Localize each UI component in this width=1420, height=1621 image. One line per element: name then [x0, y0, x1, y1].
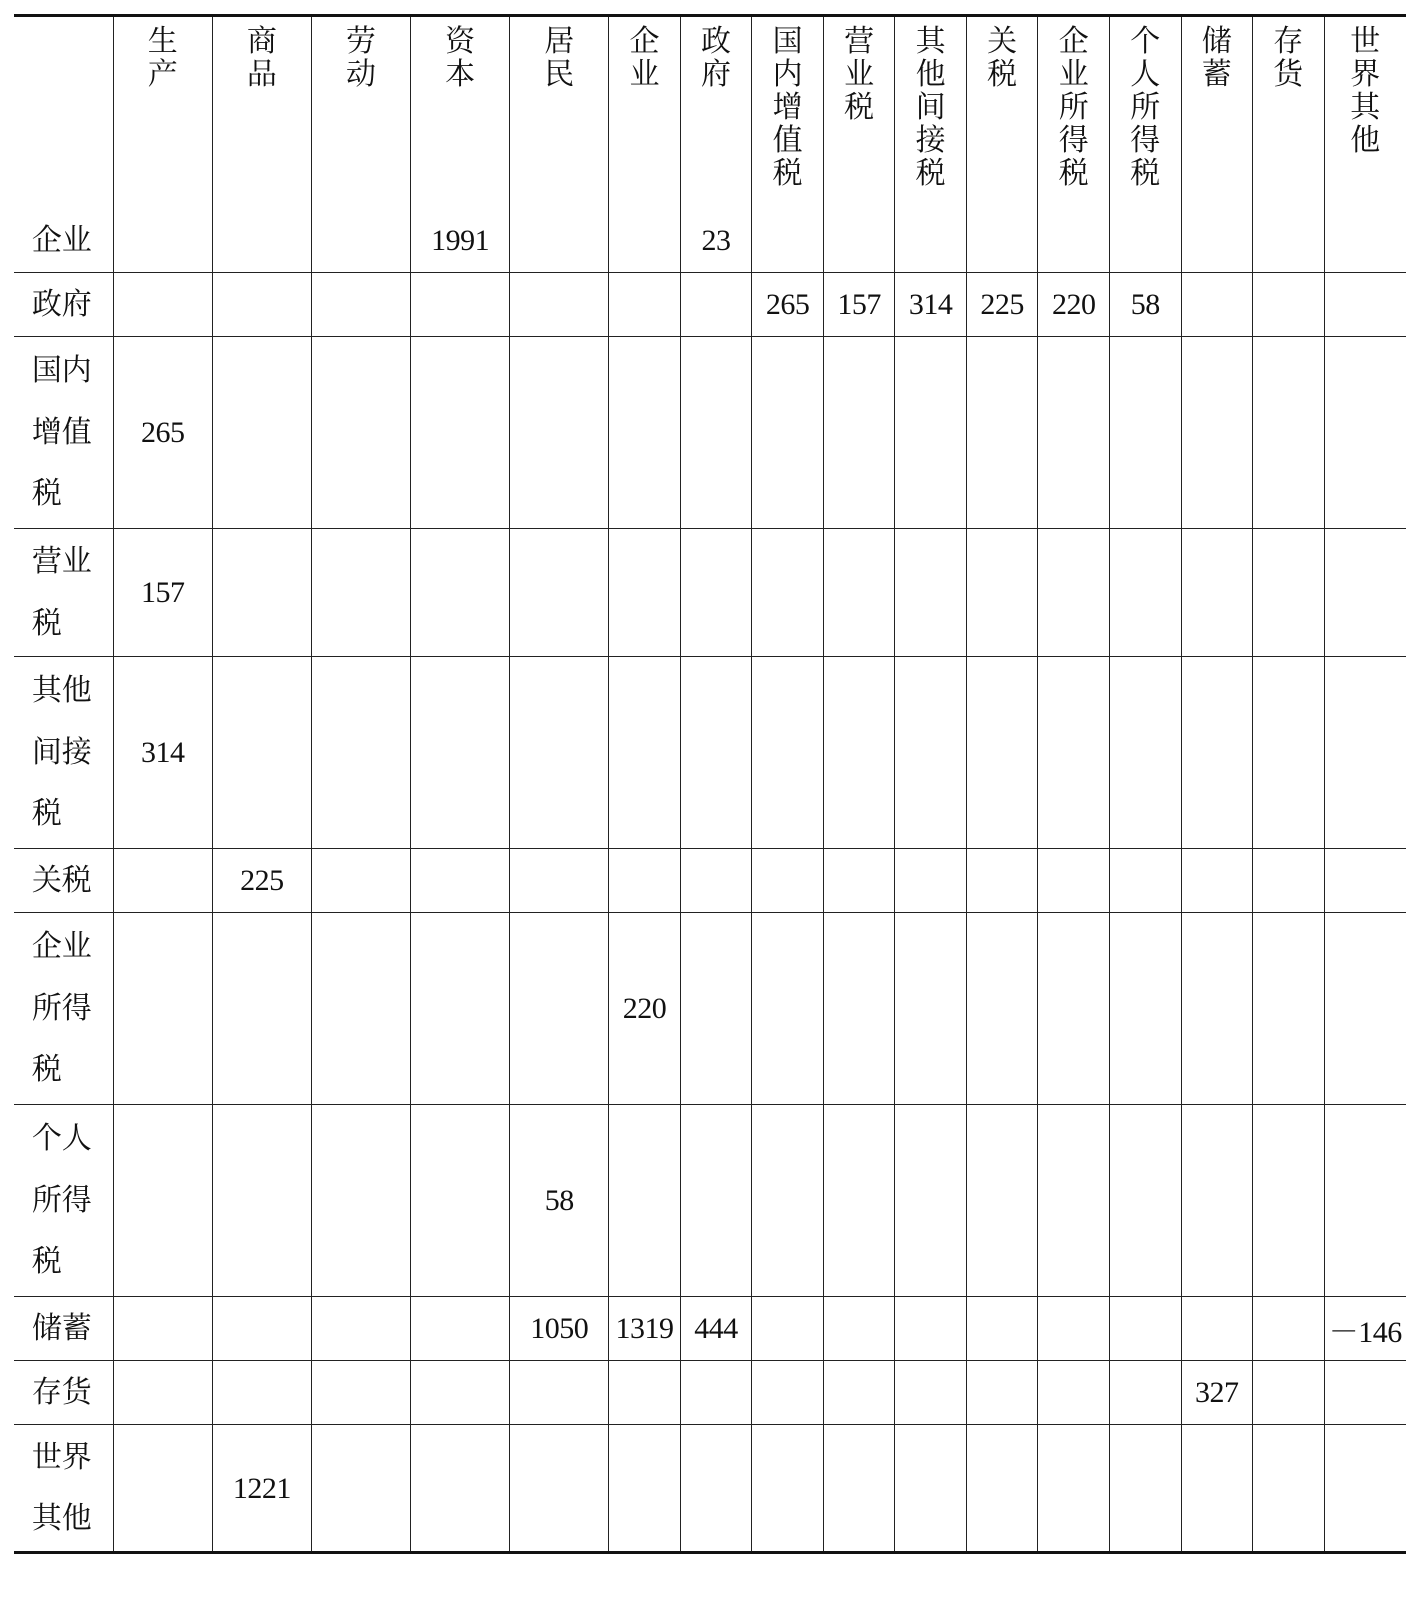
table-cell [609, 849, 681, 913]
table-cell [823, 273, 895, 337]
table-cell [823, 1105, 895, 1297]
table-cell [113, 657, 212, 849]
table-cell [1181, 529, 1253, 657]
table-row [14, 849, 1406, 913]
table-cell [411, 273, 510, 337]
table-cell [1324, 1361, 1406, 1425]
table-cell [895, 1425, 967, 1553]
table-cell [212, 529, 311, 657]
column-header-label: 世界其他 [1350, 24, 1381, 158]
cell-value: 220 [1051, 288, 1096, 321]
table-cell [752, 529, 824, 657]
table-cell [752, 849, 824, 913]
table-cell [1181, 1105, 1253, 1297]
table-cell [966, 1425, 1038, 1553]
table-cell [1109, 657, 1181, 849]
cell-value: 157 [140, 576, 185, 609]
table-cell [1038, 1105, 1110, 1297]
table-cell [212, 1105, 311, 1297]
column-header [966, 16, 1038, 209]
table-cell [510, 529, 609, 657]
table-row [14, 1297, 1406, 1361]
table-cell [752, 1361, 824, 1425]
table-cell [895, 1297, 967, 1361]
row-header [14, 657, 113, 849]
cell-value: 225 [980, 288, 1024, 321]
table-cell [113, 849, 212, 913]
column-header [1109, 16, 1181, 209]
cell-value: 327 [1195, 1376, 1239, 1409]
cell-value: 265 [765, 288, 810, 321]
table-cell [1324, 1425, 1406, 1553]
row-header [14, 1297, 113, 1361]
column-header-label: 企业 [629, 24, 660, 92]
table-cell [1181, 209, 1253, 273]
row-header-label: 关税 [31, 862, 92, 898]
table-cell [966, 529, 1038, 657]
column-header [752, 16, 824, 209]
table-cell [1253, 209, 1325, 273]
table-cell [966, 209, 1038, 273]
row-header [14, 1425, 113, 1553]
table-cell [609, 1361, 681, 1425]
table-cell [680, 1361, 752, 1425]
table-cell [609, 273, 681, 337]
row-header-label: 存货 [31, 1374, 92, 1410]
table-cell [895, 529, 967, 657]
table-cell [1253, 657, 1325, 849]
row-header [14, 209, 113, 273]
table-cell [113, 1425, 212, 1553]
table-cell [411, 913, 510, 1105]
table-cell [212, 337, 311, 529]
table-row [14, 273, 1406, 337]
table-cell [609, 529, 681, 657]
row-header [14, 1105, 113, 1297]
table-row [14, 529, 1406, 657]
table-cell [113, 529, 212, 657]
column-header-label: 储蓄 [1201, 24, 1232, 92]
column-header [1324, 16, 1406, 209]
table-cell [311, 529, 410, 657]
column-header [510, 16, 609, 209]
table-cell [1253, 1361, 1325, 1425]
row-header-label: 世界其他 [31, 1439, 92, 1536]
table-cell [823, 849, 895, 913]
row-header-label: 企业所得税 [31, 929, 92, 1088]
table-cell [212, 1297, 311, 1361]
cell-value: 1050 [530, 1312, 589, 1345]
column-header-label: 政府 [701, 24, 732, 92]
header-row [14, 16, 1406, 209]
column-header [609, 16, 681, 209]
table-cell [1324, 337, 1406, 529]
table-cell [680, 849, 752, 913]
table-cell [311, 1297, 410, 1361]
column-header [1038, 16, 1110, 209]
table-cell [895, 1361, 967, 1425]
table-cell [1038, 337, 1110, 529]
table-cell [212, 1361, 311, 1425]
table-cell [113, 1105, 212, 1297]
table-cell [752, 1297, 824, 1361]
table-cell [609, 209, 681, 273]
table-cell [411, 657, 510, 849]
table-cell [510, 273, 609, 337]
table-cell [966, 1105, 1038, 1297]
table-cell [966, 1361, 1038, 1425]
table-cell [752, 1425, 824, 1553]
table-cell [113, 1361, 212, 1425]
column-header-label: 居民 [544, 24, 575, 92]
table-cell [1324, 849, 1406, 913]
table-cell [1038, 209, 1110, 273]
table-cell [1109, 1105, 1181, 1297]
table-cell [895, 913, 967, 1105]
table-cell [1038, 849, 1110, 913]
column-header-label: 其他间接税 [915, 24, 946, 191]
column-header-label: 企业所得税 [1058, 24, 1089, 191]
cell-value: 314 [140, 736, 185, 769]
table-cell [895, 337, 967, 529]
table-cell [823, 913, 895, 1105]
table-cell [1109, 913, 1181, 1105]
table-cell [966, 913, 1038, 1105]
table-body [14, 209, 1406, 1553]
table-cell [411, 209, 510, 273]
table-cell [680, 529, 752, 657]
table-cell [1181, 849, 1253, 913]
table-cell [212, 657, 311, 849]
table-cell [1038, 913, 1110, 1105]
column-header [1253, 16, 1325, 209]
table-cell [411, 849, 510, 913]
cell-value: 1319 [615, 1312, 674, 1345]
table-cell [311, 849, 410, 913]
table-cell [823, 1425, 895, 1553]
row-header-label: 国内增值税 [31, 353, 92, 512]
table-cell [113, 273, 212, 337]
table-cell [752, 273, 824, 337]
cell-value: 157 [837, 288, 881, 321]
table-cell [411, 1425, 510, 1553]
table-cell [113, 913, 212, 1105]
table-cell [609, 1297, 681, 1361]
table-cell [1181, 913, 1253, 1105]
row-header [14, 1361, 113, 1425]
cell-value: 1991 [431, 223, 490, 257]
row-header [14, 337, 113, 529]
table-cell [680, 337, 752, 529]
row-header [14, 273, 113, 337]
table-cell [1181, 1361, 1253, 1425]
table-cell [609, 657, 681, 849]
table-cell [680, 273, 752, 337]
table-cell [1109, 1425, 1181, 1553]
table-cell [680, 1425, 752, 1553]
table-cell [212, 209, 311, 273]
table-cell [311, 913, 410, 1105]
table-cell [311, 209, 410, 273]
table-cell [1324, 209, 1406, 273]
table-cell [966, 1297, 1038, 1361]
column-header-label: 商品 [246, 24, 277, 92]
table-cell [823, 657, 895, 849]
table-cell [113, 209, 212, 273]
table-cell [510, 1105, 609, 1297]
column-header-label: 国内增值税 [772, 24, 803, 191]
table-cell [411, 1105, 510, 1297]
table-cell [411, 1297, 510, 1361]
table-cell [510, 657, 609, 849]
table-cell [966, 657, 1038, 849]
table-cell [895, 1105, 967, 1297]
column-header-label: 营业税 [844, 24, 875, 125]
table-cell [311, 1361, 410, 1425]
table-cell [1253, 1425, 1325, 1553]
table-cell [1253, 273, 1325, 337]
table-cell [1324, 1297, 1406, 1361]
cell-value: 220 [622, 992, 667, 1025]
table-row [14, 1361, 1406, 1425]
table-cell [1324, 273, 1406, 337]
table-cell [1109, 849, 1181, 913]
table-cell [680, 913, 752, 1105]
table-row [14, 1105, 1406, 1297]
table-cell [609, 1105, 681, 1297]
table-row [14, 209, 1406, 273]
column-header-label: 劳动 [345, 24, 376, 92]
row-header-label: 个人所得税 [31, 1121, 92, 1280]
table-cell [1253, 337, 1325, 529]
table-cell [1181, 1425, 1253, 1553]
cell-value: 225 [240, 864, 284, 897]
row-header [14, 529, 113, 657]
row-header-label: 企业 [31, 222, 92, 258]
table-cell [1253, 529, 1325, 657]
table-cell [311, 273, 410, 337]
column-header-label: 资本 [445, 24, 476, 92]
cell-value: 444 [694, 1312, 738, 1345]
table-cell [1253, 1297, 1325, 1361]
table-row [14, 913, 1406, 1105]
table-cell [1109, 209, 1181, 273]
table-cell [113, 1297, 212, 1361]
table-row [14, 657, 1406, 849]
table-cell [510, 1361, 609, 1425]
column-header [113, 16, 212, 209]
table-cell [411, 529, 510, 657]
table-cell [1181, 273, 1253, 337]
table-cell [1181, 337, 1253, 529]
table-cell [752, 209, 824, 273]
sam-table-container [14, 14, 1406, 1554]
table-cell [1324, 657, 1406, 849]
table-cell [1038, 273, 1110, 337]
column-header-label: 个人所得税 [1130, 24, 1161, 191]
table-cell [510, 209, 609, 273]
table-cell [311, 337, 410, 529]
cell-value: 23 [701, 223, 731, 257]
table-cell [752, 1105, 824, 1297]
table-cell [895, 657, 967, 849]
column-header [1181, 16, 1253, 209]
table-cell [823, 1361, 895, 1425]
table-cell [113, 337, 212, 529]
table-cell [1038, 1297, 1110, 1361]
table-row [14, 337, 1406, 529]
table-cell [510, 1297, 609, 1361]
table-cell [1038, 657, 1110, 849]
table-cell [1038, 529, 1110, 657]
row-header-label: 储蓄 [31, 1310, 92, 1346]
table-cell [1109, 337, 1181, 529]
table-cell [510, 1425, 609, 1553]
cell-value: －146 [1328, 1315, 1402, 1349]
table-cell [1109, 1361, 1181, 1425]
table-cell [510, 337, 609, 529]
table-cell [1181, 657, 1253, 849]
table-cell [510, 849, 609, 913]
row-header-label: 政府 [31, 286, 92, 322]
table-cell [680, 1105, 752, 1297]
cell-value: 58 [1130, 288, 1160, 321]
table-cell [823, 1297, 895, 1361]
table-cell [510, 913, 609, 1105]
row-header [14, 849, 113, 913]
table-cell [212, 849, 311, 913]
column-header [680, 16, 752, 209]
column-header [411, 16, 510, 209]
row-header [14, 913, 113, 1105]
cell-value: 265 [140, 416, 185, 449]
table-cell [1181, 1297, 1253, 1361]
table-cell [411, 1361, 510, 1425]
table-cell [895, 273, 967, 337]
table-cell [212, 273, 311, 337]
cell-value: 58 [544, 1184, 574, 1217]
table-cell [823, 337, 895, 529]
column-header [895, 16, 967, 209]
table-cell [966, 337, 1038, 529]
table-cell [1324, 1105, 1406, 1297]
table-cell [311, 1105, 410, 1297]
table-cell [895, 849, 967, 913]
table-cell [609, 913, 681, 1105]
table-cell [1324, 529, 1406, 657]
cell-value: 1221 [232, 1471, 291, 1505]
table-cell [1109, 529, 1181, 657]
table-cell [311, 657, 410, 849]
table-cell [212, 913, 311, 1105]
column-header [823, 16, 895, 209]
table-cell [1253, 849, 1325, 913]
table-cell [609, 337, 681, 529]
table-cell [1038, 1425, 1110, 1553]
table-cell [680, 209, 752, 273]
column-header-label: 存货 [1273, 24, 1304, 92]
table-cell [1253, 913, 1325, 1105]
social-accounting-matrix-table [14, 14, 1406, 1554]
table-row [14, 1425, 1406, 1553]
row-header-label: 营业税 [31, 544, 92, 641]
table-cell [823, 529, 895, 657]
table-cell [966, 273, 1038, 337]
table-cell [1253, 1105, 1325, 1297]
table-cell [1109, 1297, 1181, 1361]
table-cell [823, 209, 895, 273]
table-cell [752, 657, 824, 849]
cell-value: 314 [908, 288, 953, 321]
table-cell [411, 337, 510, 529]
table-cell [752, 913, 824, 1105]
table-cell [1324, 913, 1406, 1105]
table-cell [752, 337, 824, 529]
column-header [212, 16, 311, 209]
table-cell [966, 849, 1038, 913]
table-cell [1038, 1361, 1110, 1425]
table-cell [212, 1425, 311, 1553]
table-cell [680, 657, 752, 849]
row-header-label: 其他间接税 [31, 673, 92, 832]
column-header-label: 关税 [987, 24, 1018, 92]
column-header [311, 16, 410, 209]
table-cell [609, 1425, 681, 1553]
table-cell [311, 1425, 410, 1553]
column-header-label: 生产 [147, 24, 178, 92]
table-cell [680, 1297, 752, 1361]
table-cell [895, 209, 967, 273]
table-cell [1109, 273, 1181, 337]
corner-cell [14, 16, 113, 209]
